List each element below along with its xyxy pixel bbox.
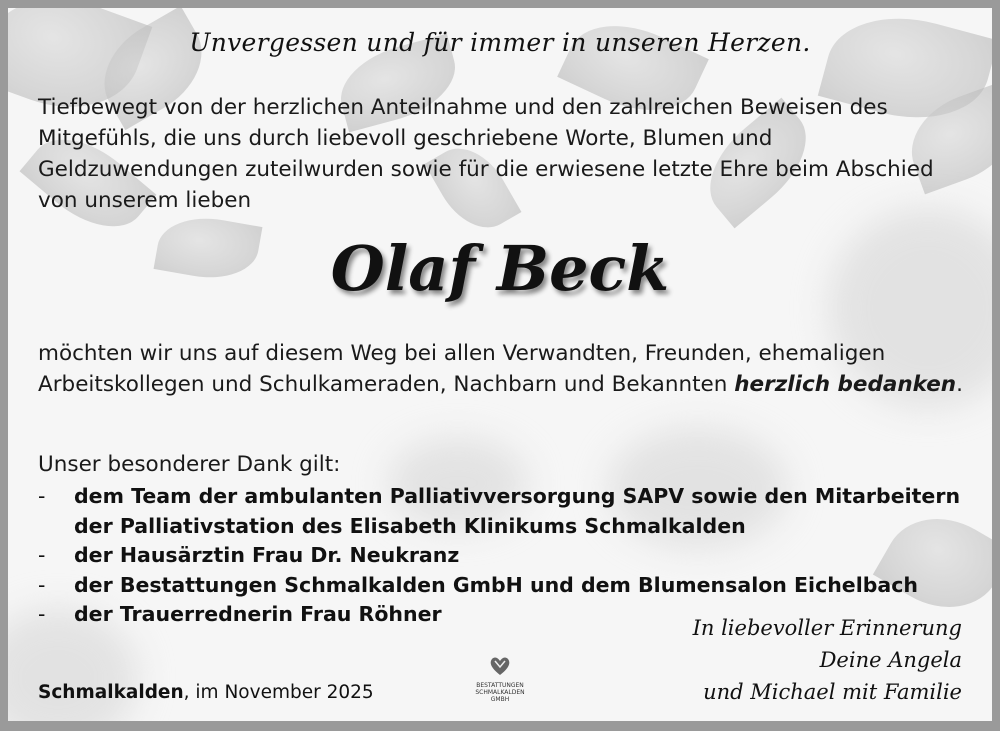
obituary-card (8, 8, 992, 721)
heart-hands-icon (487, 652, 513, 678)
list-dash: - (38, 543, 46, 567)
place-city: Schmalkalden (38, 682, 184, 703)
funeral-home-logo (470, 652, 530, 703)
motto: Unvergessen und für immer in unseren Herzen. (189, 28, 811, 57)
place-date (38, 682, 374, 703)
signature-line: und Michael mit Familie (703, 680, 962, 704)
logo-text: GMBH (490, 696, 510, 703)
list-item-text: der Hausärztin Frau Dr. Neukranz (74, 543, 460, 567)
intro-text: Tiefbewegt von der herzlichen Anteilnahme und den zahlreichen Beweisen des Mitgefühls, die uns durch liebevoll geschriebene Worte, Blumen und Geldzuwendungen zuteilwurden sowie für die erwiesene letzte Ehre beim Abschied von unserem lieben (38, 95, 934, 213)
list-item (38, 541, 978, 571)
signature-line: Deine Angela (819, 648, 962, 672)
list-dash: - (38, 484, 46, 508)
signature (693, 612, 962, 708)
thanks-text (38, 338, 968, 400)
list-dash: - (38, 602, 46, 626)
list-dash: - (38, 572, 46, 597)
list-item-text: der Bestattungen Schmalkalden GmbH und dem Blumensalon Eichelbach (74, 572, 918, 597)
logo-text: SCHMALKALDEN (475, 689, 525, 696)
place-date-text: , im November 2025 (183, 682, 374, 703)
thanks-list (38, 482, 978, 630)
special-thanks-heading: Unser besonderer Dank gilt: (38, 452, 341, 477)
logo-text: BESTATTUNGEN (476, 682, 524, 689)
thanks-after: . (956, 372, 963, 397)
deceased-name: Olaf Beck (330, 232, 670, 305)
list-item-text: der Trauerrednerin Frau Röhner (74, 602, 442, 626)
list-item-text: dem Team der ambulanten Palliativversorgung SAPV sowie den Mitarbeitern der Palliativstation des Elisabeth Klinikums Schmalkalden (74, 484, 961, 538)
thanks-emphasis: herzlich bedanken (734, 372, 957, 397)
list-item (38, 571, 978, 601)
list-item (38, 482, 978, 541)
signature-line: In liebevoller Erinnerung (692, 616, 962, 640)
thanks-before: möchten wir uns auf diesem Weg bei allen Verwandten, Freunden, ehemaligen Arbeitskollegen und Schulkameraden, Nachbarn und Bekannten (38, 341, 886, 397)
